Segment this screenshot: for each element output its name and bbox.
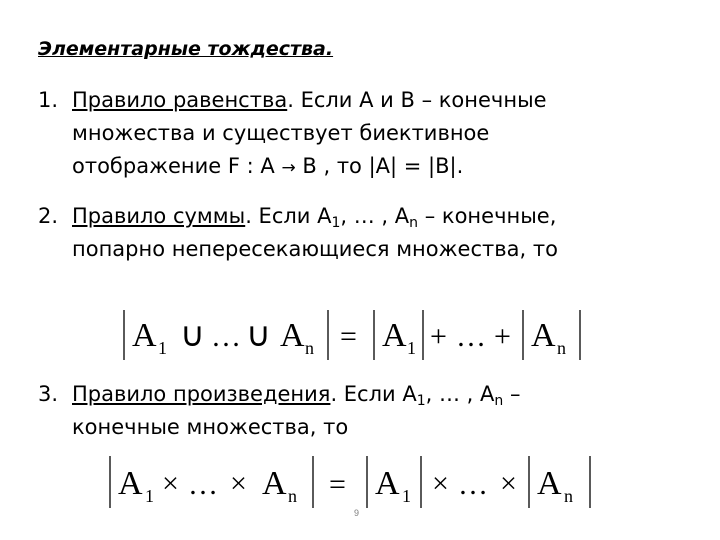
- slide-title: Элементарные тождества.: [38, 38, 334, 60]
- ellipsis: …: [211, 320, 241, 353]
- ellipsis: …: [458, 468, 488, 501]
- subscript-1: 1: [331, 215, 341, 231]
- rule-sum-heading: Правило суммы: [72, 204, 246, 228]
- rule-product-heading: Правило произведения: [72, 382, 331, 406]
- rule-product: [38, 378, 688, 444]
- rule-equality-heading: Правило равенства: [72, 88, 288, 112]
- rule-product-line1-a: . Если A: [330, 382, 417, 406]
- subscript-n: n: [305, 338, 314, 358]
- rule-equality-line2: множества и существует биективное: [72, 121, 490, 145]
- product-rule-formula: [0, 448, 720, 518]
- rule-product-text: [72, 378, 688, 444]
- subscript-n: n: [557, 338, 566, 358]
- rule-equality-text: [72, 84, 688, 185]
- times-sign: ×: [500, 467, 517, 500]
- rule-product-line1-b: , … , A: [425, 382, 495, 406]
- subscript-1: 1: [407, 338, 416, 358]
- item-number: 1.: [38, 88, 59, 112]
- page-number: 9: [354, 508, 360, 518]
- set-A: A: [375, 465, 400, 502]
- rule-sum-line1-b: , … , A: [340, 204, 410, 228]
- equals-sign: =: [340, 320, 357, 353]
- rule-product-line2: конечные множества, то: [72, 415, 349, 439]
- rule-sum: [38, 200, 688, 266]
- rule-equality-line3-pre: отображение F : A: [72, 154, 275, 178]
- ellipsis: …: [188, 468, 218, 501]
- rule-sum-text: [72, 200, 688, 266]
- subscript-n: n: [409, 215, 419, 231]
- set-A: A: [382, 317, 407, 354]
- set-A: A: [531, 317, 556, 354]
- set-A: A: [537, 465, 562, 502]
- rule-equality: [38, 84, 688, 185]
- plus-sign: +: [430, 320, 447, 353]
- subscript-1: 1: [145, 486, 154, 506]
- rule-product-line1-c: –: [503, 382, 521, 406]
- subscript-n: n: [288, 486, 297, 506]
- times-sign: ×: [432, 467, 449, 500]
- times-sign: ×: [162, 467, 179, 500]
- set-A: A: [132, 317, 157, 354]
- item-number: 2.: [38, 204, 59, 228]
- subscript-1: 1: [416, 393, 426, 409]
- set-A: A: [262, 465, 287, 502]
- rule-equality-line3-post: B , то |A| = |B|.: [302, 154, 464, 178]
- rule-sum-line1-a: . Если A: [245, 204, 332, 228]
- plus-sign: +: [494, 320, 511, 353]
- subscript-n: n: [564, 486, 573, 506]
- right-arrow-icon: →: [281, 158, 296, 178]
- equals-sign: =: [329, 468, 346, 501]
- ellipsis: …: [456, 320, 486, 353]
- sum-rule-formula: [0, 300, 720, 370]
- subscript-1: 1: [158, 338, 167, 358]
- subscript-n: n: [494, 393, 504, 409]
- union-symbol: ∪: [246, 317, 271, 354]
- times-sign: ×: [230, 467, 247, 500]
- set-A: A: [118, 465, 143, 502]
- rule-sum-line1-c: – конечные,: [418, 204, 557, 228]
- rule-equality-line1: . Если A и B – конечные: [287, 88, 547, 112]
- set-A: A: [280, 317, 305, 354]
- rule-sum-line2: попарно непересекающиеся множества, то: [72, 237, 558, 261]
- item-number: 3.: [38, 382, 59, 406]
- union-symbol: ∪: [180, 317, 205, 354]
- subscript-1: 1: [402, 486, 411, 506]
